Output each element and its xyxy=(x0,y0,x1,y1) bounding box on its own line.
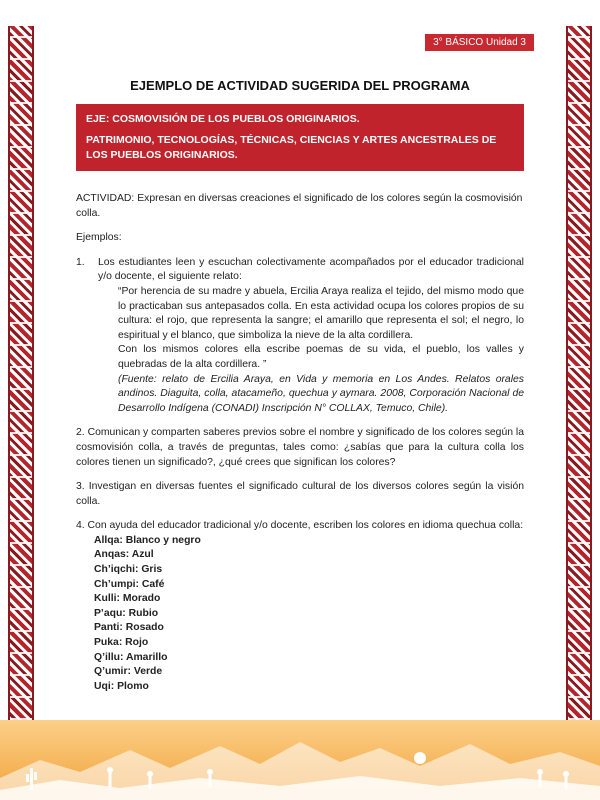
item-1 xyxy=(76,256,524,285)
eje-line-1: EJE: COSMOVISIÓN DE LOS PUEBLOS ORIGINARIOS. xyxy=(86,113,360,125)
color-item: Q’umir: Verde xyxy=(94,666,163,678)
item-1-text: Los estudiantes leen y escuchan colectivamente acompañados por el educador tradicional y/o docente, el siguiente relato: xyxy=(98,256,524,283)
color-item: Panti: Rosado xyxy=(94,622,164,634)
quote-paragraph-1: “Por herencia de su madre y abuela, Ercilia Araya realiza el tejido, del mismo modo que lo practicaban sus antepasados colla. En esta actividad ocupa los colores propios de su cultura: el rojo, que representa la sangre; el amarillo que representa el sol; el negro, lo espiritual y el blanco, que simboliza la nieve de la alta cordillera. xyxy=(118,285,524,341)
color-item: Anqas: Azul xyxy=(94,549,154,561)
color-item: Puka: Rojo xyxy=(94,637,149,649)
color-item: P’aqu: Rubio xyxy=(94,607,159,619)
activity-text: ACTIVIDAD: Expresan en diversas creaciones el significado de los colores según la cosmovisión colla. xyxy=(76,193,523,219)
color-item: Kulli: Morado xyxy=(94,593,161,605)
color-item: Q’illu: Amarillo xyxy=(94,651,168,663)
quote-block xyxy=(118,285,524,416)
footer-landscape-illustration xyxy=(0,720,600,800)
item-4: 4. Con ayuda del educador tradicional y/o docente, escriben los colores en idioma quechua colla: xyxy=(76,520,524,532)
color-item: Ch’umpi: Café xyxy=(94,578,165,590)
unit-tag: 3° BÁSICO Unidad 3 xyxy=(425,34,534,51)
decorative-border-right xyxy=(566,26,592,726)
item-2: 2. Comunican y comparten saberes previos sobre el nombre y significado de los colores según la cosmovisión colla, a través de preguntas, tales como: ¿sabías que para la cultura colla los colores tienen un significado?, ¿qué crees que significan los colores? xyxy=(76,427,524,468)
item-1-number: 1. xyxy=(76,256,85,268)
page-title: EJEMPLO DE ACTIVIDAD SUGERIDA DEL PROGRAMA xyxy=(130,78,470,93)
quote-paragraph-2: Con los mismos colores ella escribe poemas de su vida, el pueblo, los valles y quebradas de la alta cordillera. ” xyxy=(118,344,524,370)
eje-line-2: PATRIMONIO, TECNOLOGÍAS, TÉCNICAS, CIENCIAS Y ARTES ANCESTRALES DE LOS PUEBLOS ORIGINARIOS. xyxy=(86,134,497,161)
eje-box xyxy=(76,104,524,171)
color-item: Uqi: Plomo xyxy=(94,680,149,692)
color-item: Allqa: Blanco y negro xyxy=(94,534,201,546)
color-item: Ch’iqchi: Gris xyxy=(94,564,163,576)
decorative-border-left xyxy=(8,26,34,726)
examples-label: Ejemplos: xyxy=(76,232,122,244)
color-list xyxy=(94,534,524,695)
item-3: 3. Investigan en diversas fuentes el significado cultural de los diversos colores según la visión colla. xyxy=(76,481,524,507)
activity-content xyxy=(76,192,524,694)
quote-source: (Fuente: relato de Ercilia Araya, en Vida y memoria en Los Andes. Relatos orales andinos. Diaguita, colla, atacameño, quechua y aymara. 2008, Corporación Nacional de Desarrollo Indígena (CONADI) Inscripción N° COLLAX, Temuco, Chile). xyxy=(118,373,524,414)
